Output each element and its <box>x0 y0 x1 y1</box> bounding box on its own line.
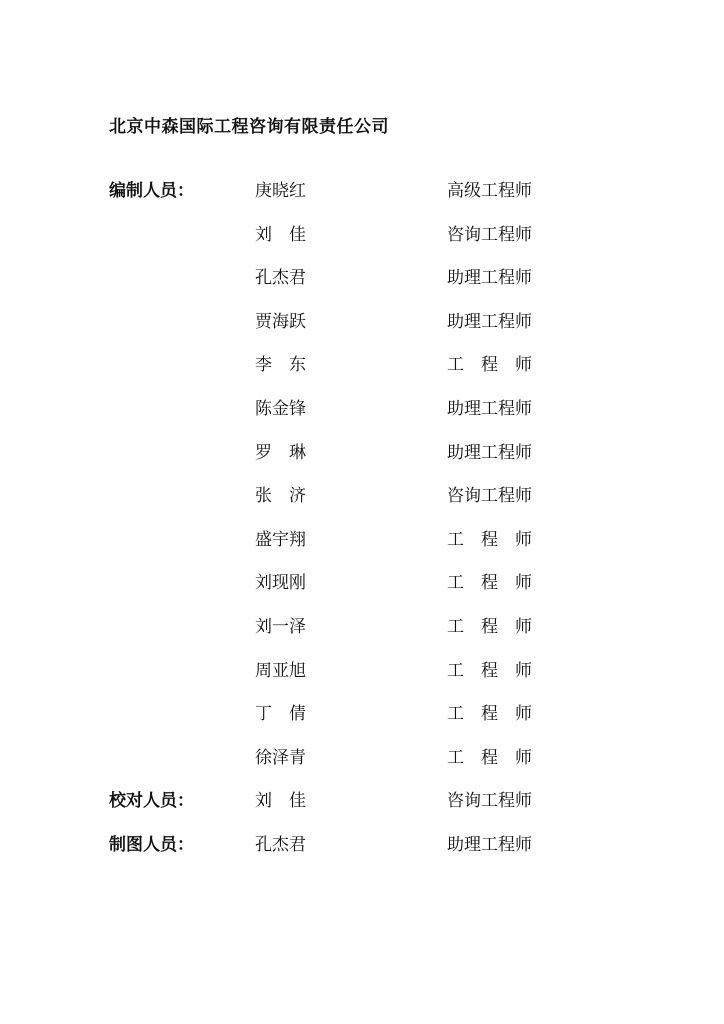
staff-role-label: 校对人员： <box>109 791 194 811</box>
staff-name: 刘 佳 <box>255 225 306 245</box>
staff-title: 工 程 师 <box>447 617 532 637</box>
staff-row <box>0 788 724 814</box>
staff-name: 丁 倩 <box>255 704 306 724</box>
staff-title: 咨询工程师 <box>447 486 532 506</box>
staff-name: 周亚旭 <box>255 661 306 681</box>
staff-name: 陈金锋 <box>255 399 306 419</box>
staff-title: 咨询工程师 <box>447 225 532 245</box>
staff-title: 咨询工程师 <box>447 791 532 811</box>
staff-row <box>0 309 724 335</box>
staff-row <box>0 658 724 684</box>
staff-name: 庚晓红 <box>255 181 306 201</box>
staff-row <box>0 701 724 727</box>
staff-name: 张 济 <box>255 486 306 506</box>
staff-title: 助理工程师 <box>447 399 532 419</box>
staff-title: 工 程 师 <box>447 704 532 724</box>
staff-name: 贾海跃 <box>255 312 306 332</box>
staff-title: 工 程 师 <box>447 530 532 550</box>
staff-title: 高级工程师 <box>447 181 532 201</box>
staff-title: 助理工程师 <box>447 835 532 855</box>
staff-row <box>0 745 724 771</box>
staff-title: 助理工程师 <box>447 268 532 288</box>
staff-row <box>0 440 724 466</box>
staff-title: 工 程 师 <box>447 573 532 593</box>
company-name: 北京中森国际工程咨询有限责任公司 <box>109 117 389 137</box>
staff-name: 刘 佳 <box>255 791 306 811</box>
staff-name: 刘现刚 <box>255 573 306 593</box>
staff-row <box>0 396 724 422</box>
staff-role-label: 编制人员： <box>109 181 194 201</box>
staff-name: 徐泽青 <box>255 748 306 768</box>
staff-row <box>0 352 724 378</box>
staff-name: 李 东 <box>255 355 306 375</box>
staff-row <box>0 483 724 509</box>
staff-title: 工 程 师 <box>447 748 532 768</box>
staff-row <box>0 570 724 596</box>
staff-role-label: 制图人员： <box>109 835 194 855</box>
staff-title: 助理工程师 <box>447 312 532 332</box>
staff-title: 工 程 师 <box>447 355 532 375</box>
staff-row <box>0 527 724 553</box>
staff-name: 孔杰君 <box>255 835 306 855</box>
staff-title: 助理工程师 <box>447 443 532 463</box>
staff-row <box>0 222 724 248</box>
staff-name: 孔杰君 <box>255 268 306 288</box>
staff-name: 刘一泽 <box>255 617 306 637</box>
staff-title: 工 程 师 <box>447 661 532 681</box>
staff-name: 罗 琳 <box>255 443 306 463</box>
staff-row <box>0 614 724 640</box>
staff-name: 盛宇翔 <box>255 530 306 550</box>
staff-row <box>0 832 724 858</box>
staff-row <box>0 178 724 204</box>
staff-row <box>0 265 724 291</box>
